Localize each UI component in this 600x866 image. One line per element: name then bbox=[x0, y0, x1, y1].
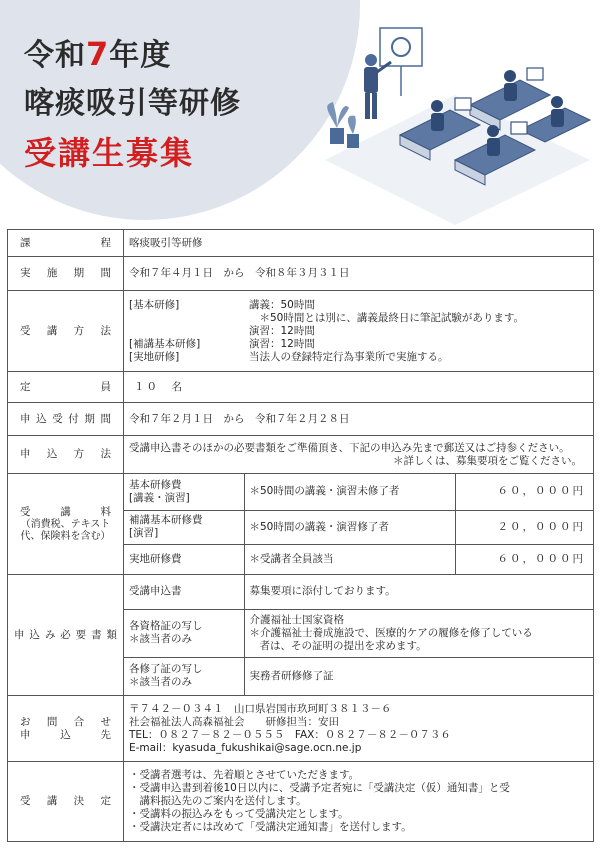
row-capacity bbox=[8, 372, 594, 403]
doc-row: 各資格証の写し ＊該当者のみ 介護福祉士国家資格 ＊介護福祉士養成施設で、医療的ケアの履修を修了している 者は、その証明の提出を求めます。 bbox=[124, 609, 593, 657]
value-period: 令和７年４月１日 から 令和８年３月３１日 bbox=[124, 257, 594, 291]
title-course: 喀痰吸引等研修 bbox=[24, 86, 241, 121]
recruitment-details-table bbox=[7, 229, 594, 842]
value-decision: ・受講者選考は、先着順とさせていただきます。 ・受講申込書到着後10日以内に、受講予定者宛に「受講決定（仮）通知書」と受 講料振込先のご案内を送付します。 ・受講料の振込みをもって受講決定とします。 ・受講決定者には改めて「受講決定通知書」を送付します。 bbox=[124, 762, 594, 842]
value-capacity: １０ 名 bbox=[124, 372, 594, 403]
row-method bbox=[8, 291, 594, 372]
label-contact: お 問 合 せ 申 込 先 bbox=[8, 696, 124, 762]
row-accept-period bbox=[8, 403, 594, 436]
doc-row: 受講申込書 募集要項に添付しております。 bbox=[124, 575, 593, 609]
hero-banner bbox=[0, 0, 600, 228]
row-course bbox=[8, 230, 594, 257]
contact-email-link[interactable]: E-mail：kyasuda_fukushikai@sage.ocn.ne.jp bbox=[129, 741, 362, 754]
label-docs: 申込み必要書類 bbox=[8, 575, 124, 696]
row-fee bbox=[8, 474, 594, 575]
label-apply-method: 申 込 方 法 bbox=[8, 436, 124, 474]
row-apply-method bbox=[8, 436, 594, 474]
value-accept-period: 令和７年２月１日 から 令和７年２月２８日 bbox=[124, 403, 594, 436]
title-recruit: 受講生募集 bbox=[24, 134, 195, 172]
fee-row: 実地研修費 ＊受講者全員該当 ６０，０００円 bbox=[124, 544, 593, 574]
label-fee: 受 講 料 （消費税、テキスト代、保険料を含む） bbox=[8, 474, 124, 575]
fee-row: 基本研修費 [講義・演習] ＊50時間の講義・演習未修了者 ６０，０００円 bbox=[124, 474, 593, 510]
classroom-illustration-icon bbox=[305, 10, 595, 225]
value-course: 喀痰吸引等研修 bbox=[124, 230, 594, 257]
row-docs bbox=[8, 575, 594, 696]
row-contact bbox=[8, 696, 594, 762]
row-decision bbox=[8, 762, 594, 842]
fee-row: 補講基本研修費 [演習] ＊50時間の講義・演習修了者 ２０，０００円 bbox=[124, 510, 593, 544]
label-method: 受 講 方 法 bbox=[8, 291, 124, 372]
label-period: 実 施 期 間 bbox=[8, 257, 124, 291]
row-period bbox=[8, 257, 594, 291]
label-decision: 受 講 決 定 bbox=[8, 762, 124, 842]
label-accept-period: 申込受付期間 bbox=[8, 403, 124, 436]
value-apply-method: 受講申込書そのほかの必要書類をご準備頂き、下記の申込み先まで郵送又はご持参ください。 ＊詳しくは、募集要項をご覧ください。 bbox=[124, 436, 594, 474]
label-capacity: 定 員 bbox=[8, 372, 124, 403]
value-contact: 〒７４２－０３４１ 山口県岩国市玖珂町３８１３－６ 社会福祉法人高森福祉会 研修担当：安田 TEL：０８２７－８２－０５５５ FAX：０８２７－８２－０７３６ E-mail：kyasuda_fukushikai@sage.ocn.ne.jp bbox=[124, 696, 594, 762]
docs-table bbox=[124, 575, 593, 695]
label-course: 課 程 bbox=[8, 230, 124, 257]
doc-row: 各修了証の写し ＊該当者のみ 実務者研修修了証 bbox=[124, 657, 593, 695]
title-year: 令和7年度 bbox=[24, 35, 172, 73]
fee-table bbox=[124, 474, 593, 574]
value-method: [基本研修] 講義：50時間 ＊50時間とは別に、講義最終日に筆記試験があります。 演習：12時間 [補講基本研修] 演習：12時間 [実地研修] 当法人の登録特定行為事業所で実施する。 bbox=[124, 291, 594, 372]
